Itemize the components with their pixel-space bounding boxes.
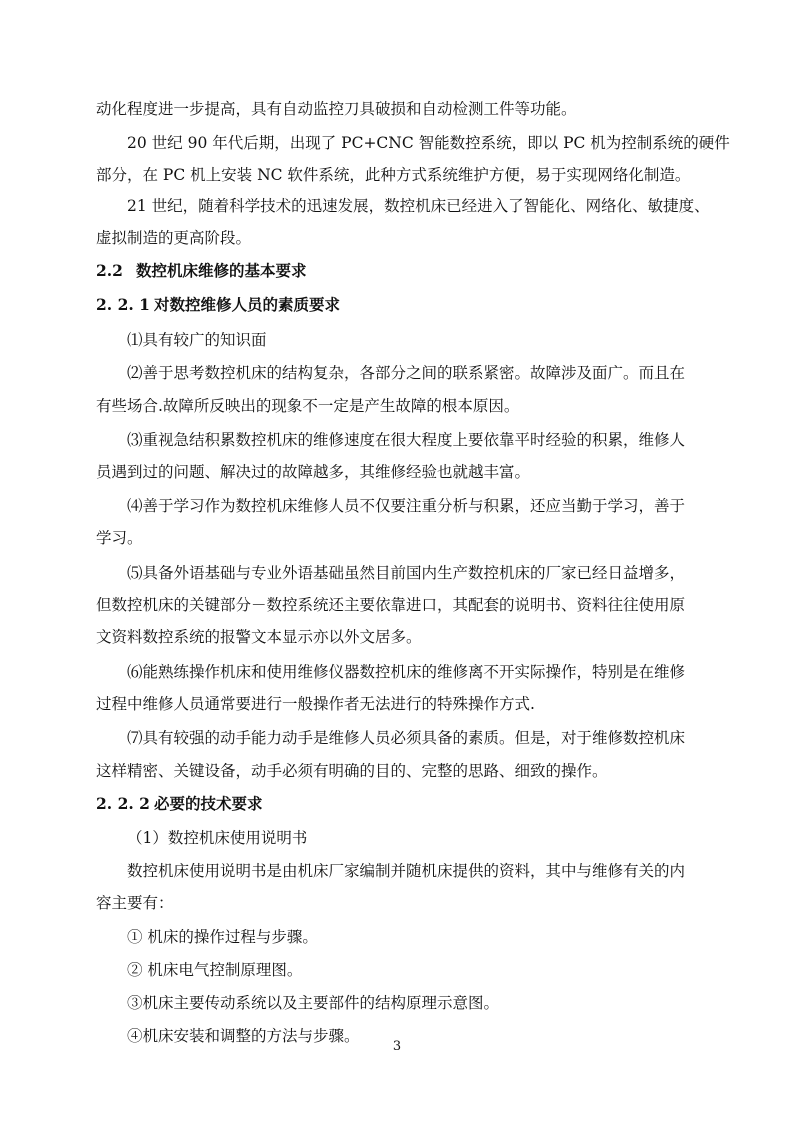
paragraph-line: 过程中维修人员通常要进行一般操作者无法进行的特殊操作方式. — [96, 695, 535, 713]
paragraph-line: 数控机床使用说明书是由机床厂家编制并随机床提供的资料，其中与维修有关的内 — [127, 862, 686, 880]
subsection-number: 2. 2. 1 — [96, 295, 150, 314]
list-item: ③机床主要传动系统以及主要部件的结构原理示意图。 — [127, 994, 500, 1012]
paragraph-line: 21 世纪，随着科学技术的迅速发展，数控机床已经进入了智能化、网络化、敏捷度、 — [127, 197, 710, 215]
list-item: （1）数控机床使用说明书 — [127, 829, 308, 847]
paragraph-line: 员遇到过的问题、解决过的故障越多，其维修经验也就越丰富。 — [96, 463, 531, 481]
subsection-number: 2. 2. 2 — [96, 794, 150, 813]
paragraph-line: 容主要有： — [96, 894, 174, 912]
list-item: ⑺具有较强的动手能力动手是维修人员必须具备的素质。但是，对于维修数控机床 — [127, 729, 686, 747]
subsection-title: 必要的技术要求 — [154, 794, 263, 813]
list-item: ② 机床电气控制原理图。 — [127, 961, 303, 979]
paragraph-line: 但数控机床的关键部分－数控系统还主要依靠进口，其配套的说明书、资料往往使用原 — [96, 596, 686, 614]
list-item: ⑴具有较广的知识面 — [127, 331, 267, 349]
page-number: 3 — [392, 1039, 402, 1054]
paragraph-line: 动化程度进一步提高，具有自动监控刀具破损和自动检测工件等功能。 — [96, 100, 577, 118]
list-item: ⑵善于思考数控机床的结构复杂，各部分之间的联系紧密。故障涉及面广。而且在 — [127, 364, 686, 382]
section-heading — [96, 261, 307, 281]
paragraph-line: 学习。 — [96, 529, 143, 547]
paragraph-line: 部分，在 PC 机上安装 NC 软件系统，此种方式系统维护方便，易于实现网络化制造。 — [96, 166, 691, 184]
paragraph-line: 这样精密、关键设备，动手必须有明确的目的、完整的思路、细致的操作。 — [96, 762, 608, 780]
subsection-title: 对数控维修人员的素质要求 — [154, 295, 341, 314]
paragraph-line: 文资料数控系统的报警文本显示亦以外文居多。 — [96, 628, 422, 646]
list-item: ① 机床的操作过程与步骤。 — [127, 928, 318, 946]
paragraph-line: 虚拟制造的更高阶段。 — [96, 229, 252, 247]
list-item: ⑸具备外语基础与专业外语基础虽然目前国内生产数控机床的厂家已经日益增多， — [127, 564, 686, 582]
subsection-heading — [96, 295, 340, 315]
subsection-heading — [96, 794, 263, 814]
section-number: 2.2 — [96, 261, 123, 280]
section-title: 数控机床维修的基本要求 — [136, 261, 307, 280]
list-item: ④机床安装和调整的方法与步骤。 — [127, 1027, 360, 1045]
list-item: ⑷善于学习作为数控机床维修人员不仅要注重分析与积累，还应当勤于学习，善于 — [127, 497, 686, 515]
list-item: ⑹能熟练操作机床和使用维修仪器数控机床的维修离不开实际操作，特别是在维修 — [127, 663, 686, 681]
paragraph-line: 有些场合.故障所反映出的现象不一定是产生故障的根本原因。 — [96, 397, 520, 415]
list-item: ⑶重视急结积累数控机床的维修速度在很大程度上要依靠平时经验的积累，维修人 — [127, 431, 686, 449]
paragraph-line: 20 世纪 90 年代后期，出现了 PC+CNC 智能数控系统，即以 PC 机为控制系统的硬件 — [127, 134, 730, 152]
